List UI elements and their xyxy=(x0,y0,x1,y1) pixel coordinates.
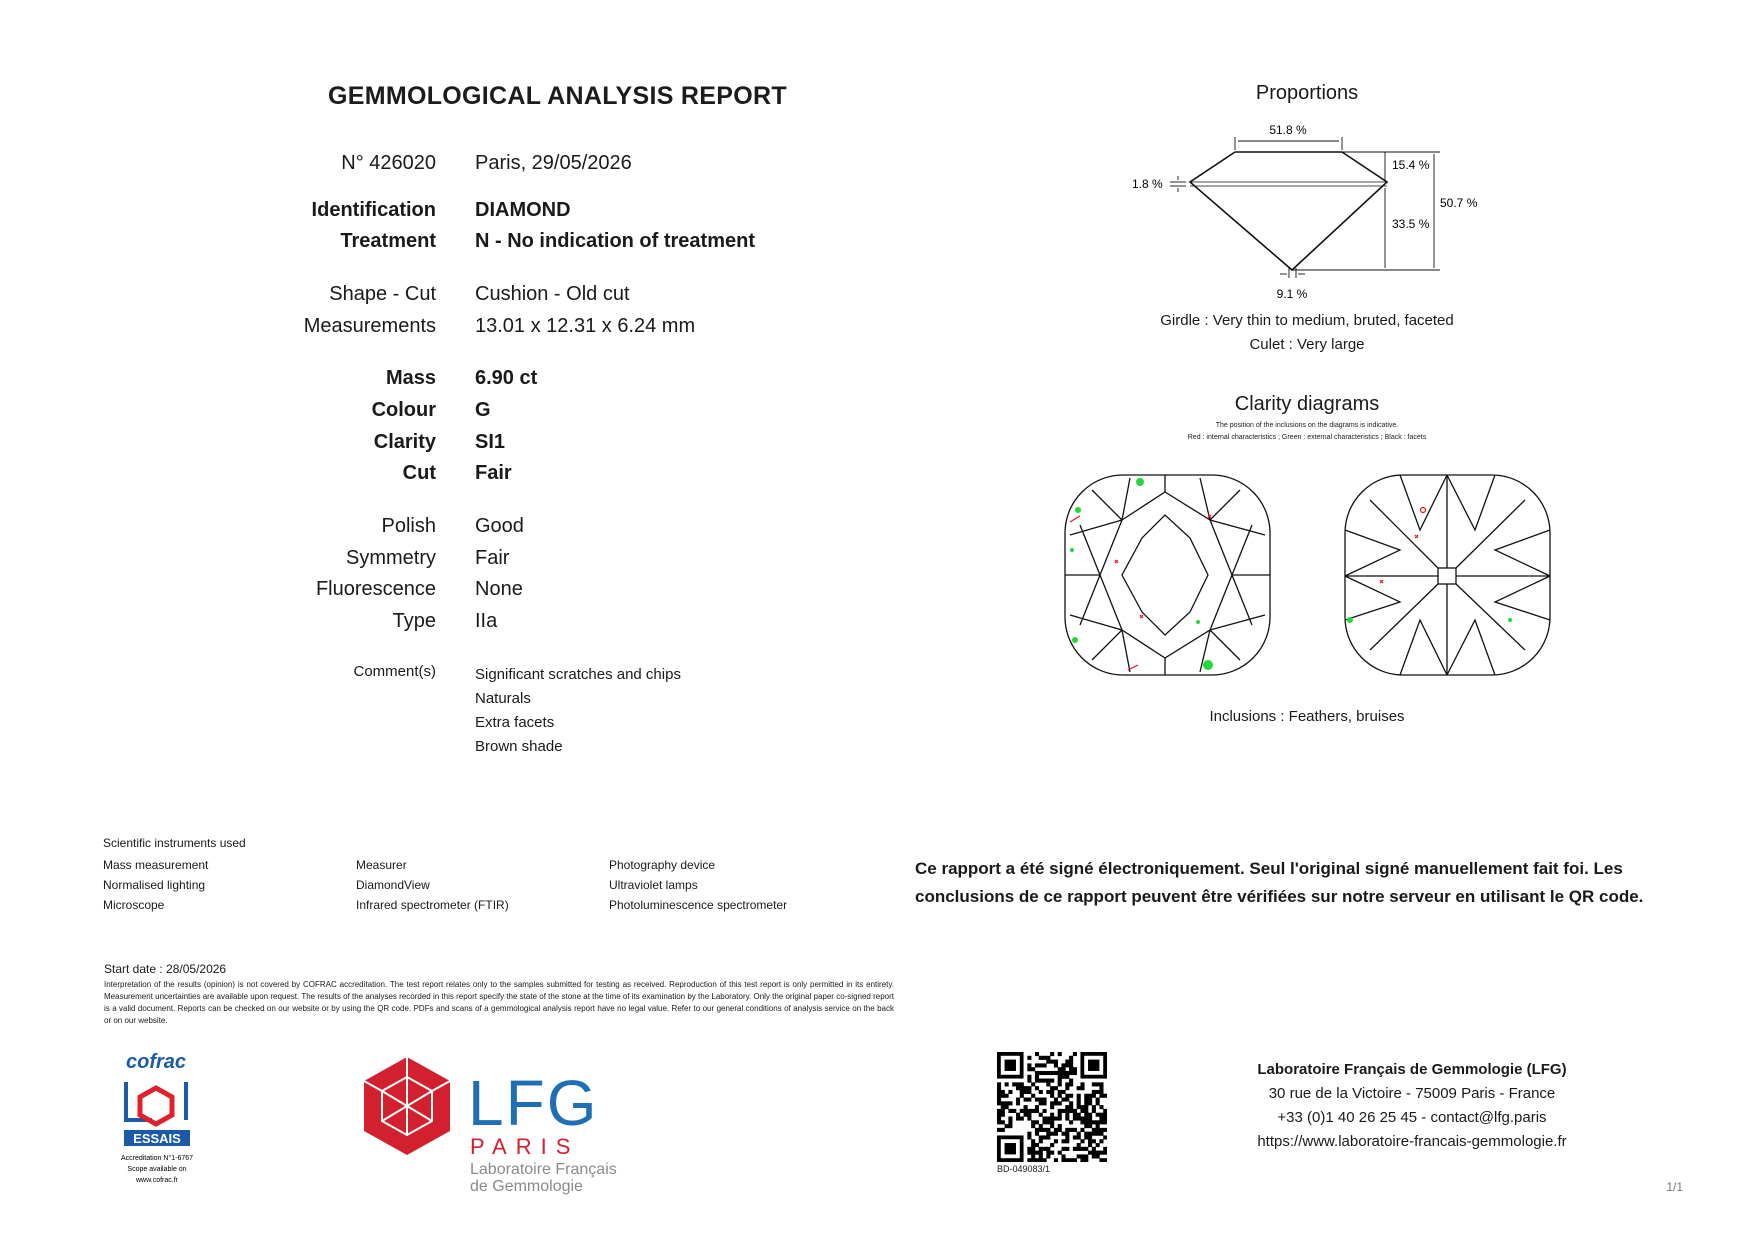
field-value: Cushion - Old cut xyxy=(475,283,630,305)
proportions-title: Proportions xyxy=(1255,82,1359,104)
inclusions-description: Inclusions : Feathers, bruises xyxy=(1209,708,1405,725)
field-value: Fair xyxy=(475,547,510,569)
field-row xyxy=(0,230,900,258)
pavilion-percent: 33.5 % xyxy=(1392,217,1430,231)
field-label: Polish xyxy=(381,515,436,537)
culet-percent: 9.1 % xyxy=(1276,287,1308,301)
instrument-item: Ultraviolet lamps xyxy=(609,878,698,892)
field-value: 6.90 ct xyxy=(475,367,538,389)
field-label: Cut xyxy=(402,462,436,484)
report-number: N° 426020 xyxy=(341,152,436,174)
field-value: SI1 xyxy=(475,431,506,453)
field-row xyxy=(0,367,900,395)
field-row xyxy=(0,578,900,606)
field-row xyxy=(0,199,900,227)
cofrac-logo-text: cofrac xyxy=(125,1051,187,1073)
field-label: Mass xyxy=(385,367,436,389)
field-value: None xyxy=(475,578,523,600)
instruments-col-1 xyxy=(103,855,208,915)
lab-address-block xyxy=(1212,1058,1612,1154)
disclaimer: Interpretation of the results (opinion) is not covered by COFRAC accreditation. The test report relates only to the samples submitted for testing as received. Reproduction of this test report is only permitted in its entirety. Measurement uncertainties are available upon request. The results of the analyses recorded in this report specify the state of the stone at the time of its examination by the Laboratory. Only the original paper co-signed report is a valid document. Reports can be checked on our website or by using the QR code. PDFs and scans of a gemmological analysis report have no legal value. Refer to our general conditions of analysis service on the back or on our website. xyxy=(104,980,894,1025)
comment-item: Significant scratches and chips xyxy=(475,666,681,683)
clarity-diagrams-title: Clarity diagrams xyxy=(1234,393,1380,415)
cofrac-accreditation: Accreditation N°1-6767 xyxy=(120,1155,194,1162)
proportions-diagram xyxy=(1130,120,1490,310)
field-label: Identification xyxy=(311,199,436,221)
field-label: Type xyxy=(392,610,436,632)
start-date: Start date : 28/05/2026 xyxy=(104,962,227,976)
instrument-item: Photoluminescence spectrometer xyxy=(609,898,788,912)
comment-item: Brown shade xyxy=(475,738,563,755)
cofrac-essais: ESSAIS xyxy=(133,1131,181,1146)
report-place-date: Paris, 29/05/2026 xyxy=(475,152,632,174)
field-row xyxy=(0,610,900,638)
field-label: Colour xyxy=(371,399,436,421)
instrument-item: DiamondView xyxy=(356,878,430,892)
field-label: Symmetry xyxy=(346,547,436,569)
instruments-col-2 xyxy=(356,855,509,915)
clarity-note-position: The position of the inclusions on the diagrams is indicative. xyxy=(1215,422,1399,429)
lab-contact: +33 (0)1 40 26 25 45 - contact@lfg.paris xyxy=(1277,1109,1547,1126)
table-percent: 51.8 % xyxy=(1269,123,1307,137)
cofrac-scope: Scope available on xyxy=(127,1166,187,1173)
field-row xyxy=(0,283,900,311)
lfg-letters: LFG xyxy=(468,1067,599,1139)
field-label: Clarity xyxy=(373,431,436,453)
field-row xyxy=(0,431,900,459)
field-value: N - No indication of treatment xyxy=(475,230,755,252)
field-row xyxy=(0,462,900,490)
instrument-item: Microscope xyxy=(103,898,165,912)
field-label: Shape - Cut xyxy=(329,283,436,305)
qr-code-icon xyxy=(997,1052,1107,1162)
field-row xyxy=(0,515,900,543)
field-value: G xyxy=(475,399,491,421)
comments-list xyxy=(475,663,681,759)
field-value: Good xyxy=(475,515,524,537)
field-value: DIAMOND xyxy=(475,199,571,221)
instrument-item: Measurer xyxy=(356,858,407,872)
lfg-city: PARIS xyxy=(470,1134,580,1159)
diamond-profile xyxy=(1190,152,1387,270)
lfg-name-line-1: Laboratoire Français xyxy=(470,1161,617,1178)
report-number-row xyxy=(0,152,900,180)
field-row xyxy=(0,547,900,575)
report-title: GEMMOLOGICAL ANALYSIS REPORT xyxy=(328,82,787,110)
lfg-logo xyxy=(362,1055,652,1195)
qr-caption: BD-049083/1 xyxy=(997,1164,1051,1174)
culet-description: Culet : Very large xyxy=(1249,336,1365,353)
field-value: 13.01 x 12.31 x 6.24 mm xyxy=(475,315,696,337)
depth-percent: 50.7 % xyxy=(1440,196,1478,210)
field-value: IIa xyxy=(475,610,498,632)
comments-label: Comment(s) xyxy=(353,663,436,680)
instrument-item: Normalised lighting xyxy=(103,878,206,892)
lab-address: 30 rue de la Victoire - 75009 Paris - France xyxy=(1268,1085,1556,1102)
cofrac-logo xyxy=(112,1050,202,1190)
field-label: Treatment xyxy=(340,230,436,252)
qr-code[interactable] xyxy=(997,1052,1107,1162)
field-row xyxy=(0,315,900,343)
girdle-percent: 1.8 % xyxy=(1132,177,1163,191)
instrument-item: Photography device xyxy=(609,858,716,872)
field-label: Measurements xyxy=(303,315,436,337)
comment-item: Extra facets xyxy=(475,714,555,731)
page-number: 1/1 xyxy=(1666,1180,1683,1194)
field-row xyxy=(0,399,900,427)
lab-name: Laboratoire Français de Gemmologie (LFG) xyxy=(1257,1061,1567,1078)
girdle-description: Girdle : Very thin to medium, bruted, faceted xyxy=(1160,312,1454,329)
clarity-note-legend: Red : internal characteristics ; Green : external characteristics ; Black : facets xyxy=(1187,434,1427,441)
crown-percent: 15.4 % xyxy=(1392,158,1430,172)
lfg-name-line-2: de Gemmologie xyxy=(470,1178,583,1195)
comment-item: Naturals xyxy=(475,690,531,707)
lab-website[interactable]: https://www.laboratoire-francais-gemmologie.fr xyxy=(1257,1133,1567,1150)
crown-clarity-diagram xyxy=(1060,470,1280,680)
instrument-item: Infrared spectrometer (FTIR) xyxy=(356,898,509,912)
field-value: Fair xyxy=(475,462,512,484)
field-label: Fluorescence xyxy=(315,578,436,600)
instrument-item: Mass measurement xyxy=(103,858,209,872)
instruments-title: Scientific instruments used xyxy=(103,836,246,850)
signature-note: Ce rapport a été signé électroniquement. Seul l'original signé manuellement fait foi. Les conclusions de ce rapport peuvent être vérifiées sur notre serveur en utilisant le QR code. xyxy=(915,859,1644,906)
lfg-hexagon-icon xyxy=(364,1057,450,1155)
cofrac-site: www.cofrac.fr xyxy=(135,1177,179,1184)
pavilion-clarity-diagram xyxy=(1340,470,1560,680)
instruments-col-3 xyxy=(609,855,787,915)
